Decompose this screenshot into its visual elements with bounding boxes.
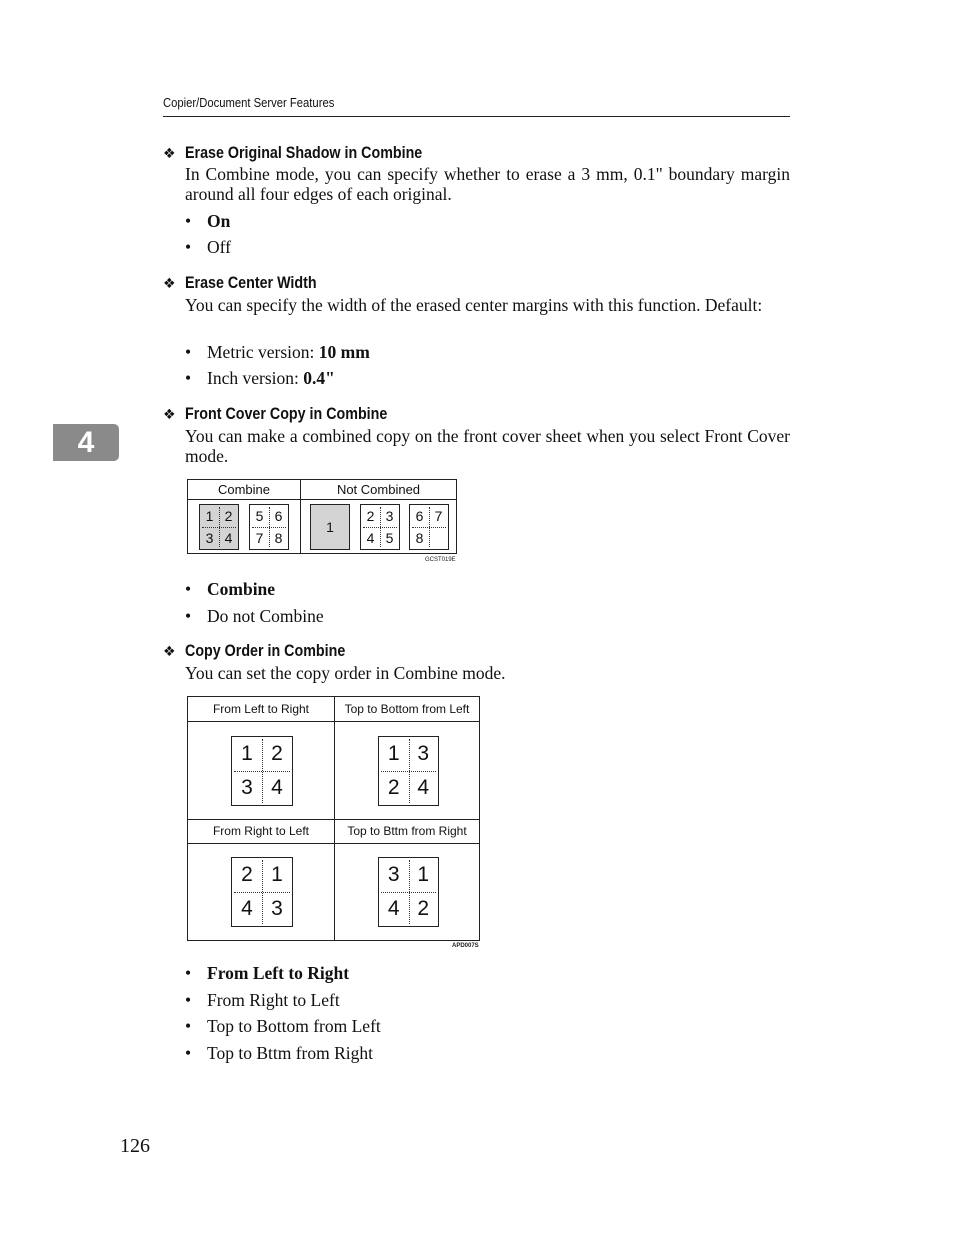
section-text: In Combine mode, you can specify whether to erase a 3 mm, 0.1" boundary margin around all four edges of each original. <box>185 164 790 204</box>
page-layout-grid: 1 3 2 4 <box>378 736 439 806</box>
page-thumbnail: 5 6 7 8 <box>249 504 289 550</box>
figure-code: GCST019E <box>425 557 456 563</box>
section-heading-erase-shadow: ❖ Erase Original Shadow in Combine <box>163 143 423 162</box>
section-heading-front-cover: ❖ Front Cover Copy in Combine <box>163 404 388 423</box>
front-cover-figure <box>187 479 457 554</box>
diamond-icon: ❖ <box>163 275 176 291</box>
order-label: Top to Bottom from Left <box>344 702 470 716</box>
copy-order-figure <box>187 696 480 941</box>
page-layout-grid: 1 2 3 4 <box>231 736 293 806</box>
list-item: • Combine <box>185 579 276 599</box>
page-number: 126 <box>120 1135 150 1157</box>
chapter-tab: 4 <box>53 424 119 461</box>
section-heading-erase-center: ❖ Erase Center Width <box>163 273 317 292</box>
page-thumbnail: 2 3 4 5 <box>360 504 400 550</box>
section-text: You can make a combined copy on the front cover sheet when you select Front Cover mode. <box>185 426 790 466</box>
list-item: • Off <box>185 237 231 257</box>
figure-code: APD007S <box>452 943 479 949</box>
figure-header-not-combined: Not Combined <box>301 480 456 500</box>
list-item: • From Left to Right <box>185 963 350 983</box>
diamond-icon: ❖ <box>163 643 176 659</box>
section-heading-copy-order: ❖ Copy Order in Combine <box>163 641 346 660</box>
page-layout-grid: 2 1 4 3 <box>231 857 293 927</box>
list-item: • Top to Bottom from Left <box>185 1016 381 1036</box>
diamond-icon: ❖ <box>163 145 176 161</box>
order-label: From Right to Left <box>212 824 310 838</box>
diamond-icon: ❖ <box>163 406 176 422</box>
section-text: You can set the copy order in Combine mode. <box>185 663 506 683</box>
page-thumbnail: 1 2 3 4 <box>199 504 239 550</box>
list-item: • Do not Combine <box>185 606 324 626</box>
list-item: • On <box>185 211 231 231</box>
list-item: • Inch version: 0.4" <box>185 368 335 388</box>
list-item: • From Right to Left <box>185 990 340 1010</box>
order-label: From Left to Right <box>212 702 310 716</box>
order-label: Top to Bttm from Right <box>347 824 467 838</box>
figure-header-combine: Combine <box>188 480 300 500</box>
front-cover-page: 1 <box>310 504 350 550</box>
list-item: • Metric version: 10 mm <box>185 342 370 362</box>
page-layout-grid: 3 1 4 2 <box>378 857 439 927</box>
page-thumbnail: 6 7 8 <box>409 504 449 550</box>
running-header: Copier/Document Server Features <box>163 96 790 117</box>
list-item: • Top to Bttm from Right <box>185 1043 374 1063</box>
section-text: You can specify the width of the erased center margins with this function. Default: <box>185 295 763 315</box>
